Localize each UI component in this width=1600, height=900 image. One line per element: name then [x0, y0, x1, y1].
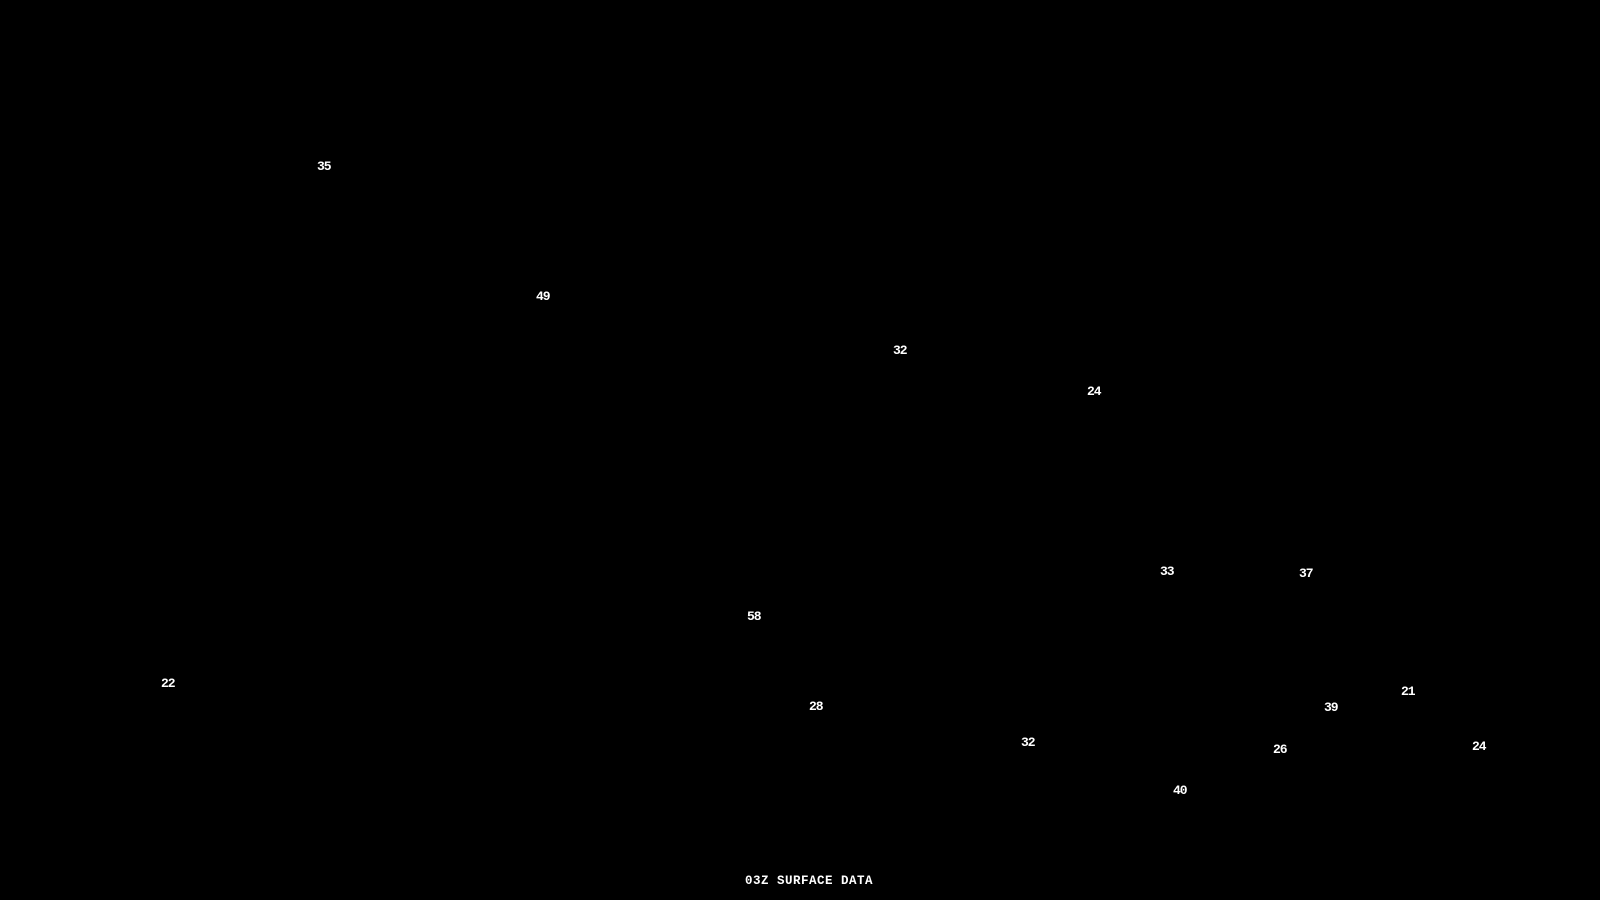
station-temperature-value: 40 — [1173, 783, 1187, 798]
station-temperature-value: 32 — [893, 343, 907, 358]
station-temperature-value: 33 — [1160, 564, 1174, 579]
station-temperature-value: 26 — [1273, 742, 1287, 757]
station-temperature-value: 28 — [809, 699, 823, 714]
plot-title: 03Z SURFACE DATA — [745, 874, 874, 888]
station-temperature-value: 24 — [1472, 739, 1486, 754]
station-temperature-value: 32 — [1021, 735, 1035, 750]
station-temperature-value: 39 — [1324, 700, 1338, 715]
station-temperature-value: 49 — [536, 289, 550, 304]
station-temperature-value: 58 — [747, 609, 761, 624]
station-temperature-value: 22 — [161, 676, 175, 691]
station-temperature-value: 24 — [1087, 384, 1101, 399]
station-temperature-value: 37 — [1299, 566, 1313, 581]
station-temperature-value: 21 — [1401, 684, 1415, 699]
station-temperature-value: 35 — [317, 159, 331, 174]
